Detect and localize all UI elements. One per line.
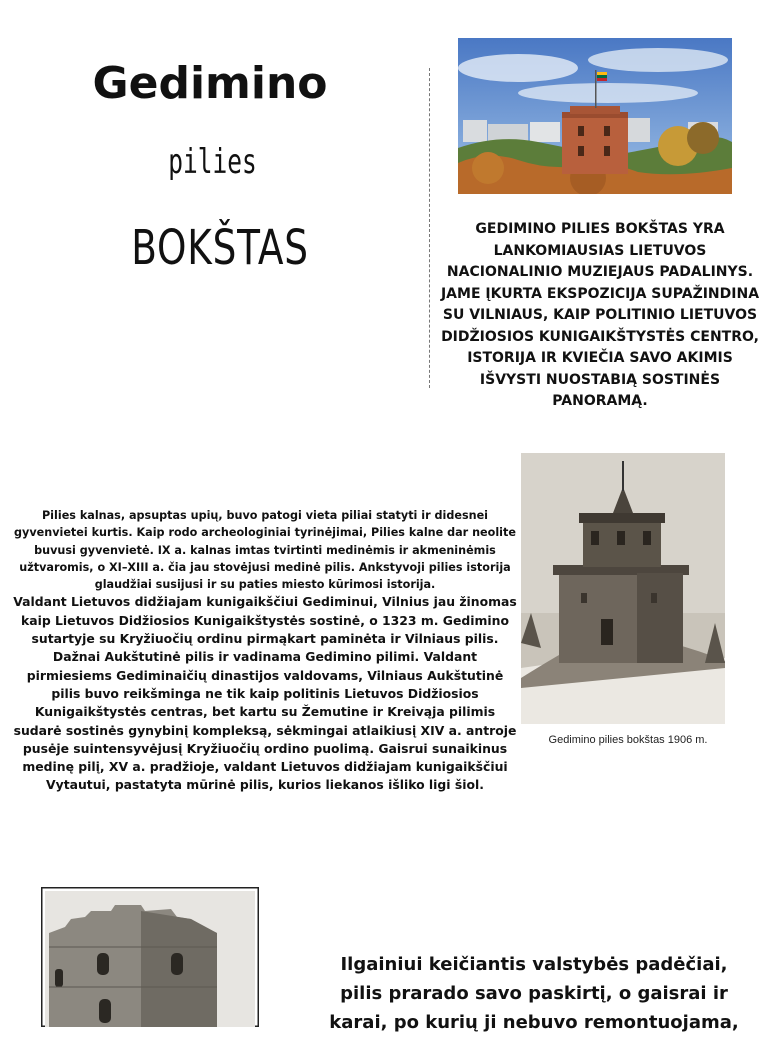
title-line-1: Gedimino — [92, 58, 328, 109]
intro-text: GEDIMINO PILIES BOKŠTAS YRA LANKOMIAUSIAS LIETUVOS NACIONALINIO MUZIEJAUS PADALINYS. JAME ĮKURTA EKSPOZICIJA SUPAŽINDINA SU VILNIAUS, KAIP POLITINIO LIETUVOS DIDŽIOSIOS KUNIGAIKŠTYSTĖS CENTRO, ISTORIJA IR KVIEČIA SAVO AKIMIS IŠVYSTI NUOSTABIĄ SOSTINĖS PANORAMĄ. — [440, 221, 760, 409]
tower-color-photo — [458, 38, 732, 194]
photo-caption-1906: Gedimino pilies bokštas 1906 m. — [548, 734, 708, 746]
history-paragraph-2: Valdant Lietuvos didžiajam kunigaikščiui Gediminui, Vilnius jau žinomas kaip Lietuvos Didžiosios Kunigaikštystės sostinė, o 1323 m. Gedimino sutartyje su Kryžiuočių ordinu pirmąkart paminėta ir Vilniaus pilis. Dažnai Aukštutinė pilis ir vadinama Gedimino pilimi. Valdant pirmiesiems Gediminaičių dinastijos valdovams, Vilniaus Aukštutinė pilis buvo reikšminga ne tik kaip politinis Lietuvos Didžiosios Kunigaikštystės centras, bet kartu su Žemutine ir Kreivąja pilimis sudarė sostinės gynybinį kompleksą, sėkmingai atlaikiusį XIV a. antroje pusėje suintensyvėjusį Kryžiuočių ordino puolimą. Gaisrui sunaikinus medinę pilį, XV a. pradžioje, valdant Lietuvos didžiajam kunigaikščiui Vytautui, pastatyta mūrinė pilis, kurios liekanos išliko ligi šiol. — [13, 594, 517, 793]
vertical-divider — [429, 68, 430, 388]
tower-ruins-photo — [41, 887, 259, 1027]
history-paragraph-1: Pilies kalnas, apsuptas upių, buvo patogi vieta piliai statyti ir didesnei gyvenvietei kurtis. Kaip rodo archeologiniai tyrinėjimai, Pilies kalne dar neolite buvusi gyvenvietė. IX a. kalnas imtas tvirtinti medinėmis ir akmeninėmis užtvaromis, o XI–XIII a. čia jau stovėjusi medinė pilis. Ankstyvoji pilies istorija glaudžiai susijusi ir su paties miesto kūrimosi istorija. — [14, 509, 516, 592]
later-history-text: Ilgainiui keičiantis valstybės padėčiai, pilis prarado savo paskirtį, o gaisrai ir karai, po kurių ji nebuvo remontuojama, — [329, 954, 739, 1033]
history-text — [12, 507, 518, 795]
title-line-2: pilies — [168, 142, 257, 182]
tower-1906-photo — [521, 453, 725, 724]
title-line-3: BOKŠTAS — [131, 220, 309, 276]
